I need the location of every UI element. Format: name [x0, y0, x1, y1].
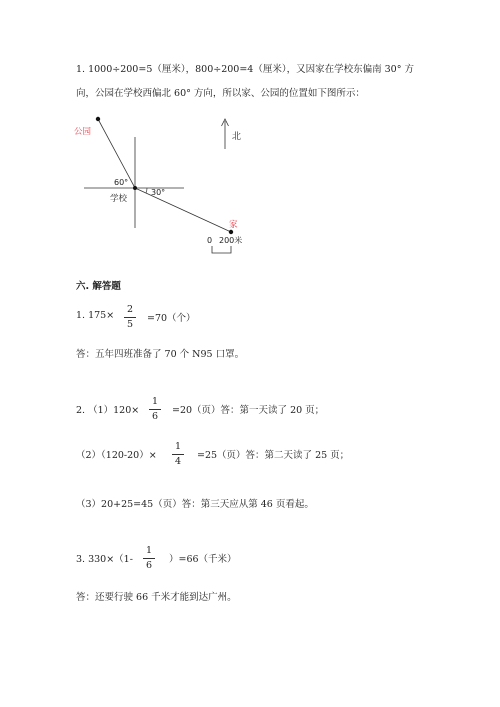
park-point [96, 117, 100, 121]
p3-fraction [143, 545, 155, 572]
p3-expr-pre: 3. 330×（1- [76, 554, 133, 565]
fraction-bar [124, 317, 136, 318]
p2-part2-post: =25（页）答：第二天读了 25 页； [197, 450, 350, 461]
scale-label: 200米 [219, 236, 243, 245]
q1-line2: 向，公园在学校西偏北 60° 方向，所以家、公园的位置如下图所示： [76, 88, 365, 99]
home-label: 家 [229, 220, 238, 230]
p1-expr-post: =70（个） [147, 313, 196, 324]
angle-label-60: 60° [114, 178, 129, 187]
p2-part3: （3）20+25=45（页）答：第三天应从第 46 页看起。 [76, 499, 314, 510]
p2-part1-fraction [149, 396, 161, 423]
p1-fraction [124, 304, 136, 331]
north-label: 北 [232, 132, 242, 142]
fraction-bar [172, 454, 184, 455]
scale-zero-label: 0 [207, 236, 213, 245]
p1-frac-num: 2 [126, 304, 134, 315]
direction-diagram [0, 105, 500, 265]
angle-label-30: 30° [151, 188, 166, 197]
p1-answer: 答：五年四班准备了 70 个 N95 口罩。 [76, 349, 245, 360]
fraction-bar [143, 558, 155, 559]
home-point [229, 230, 233, 234]
q1-line1: 1. 1000÷200=5（厘米），800÷200=4（厘米），又因家在学校东偏南 30° 方 [76, 64, 414, 75]
fraction-bar [149, 409, 161, 410]
p2-part1-den: 6 [151, 411, 159, 422]
p2-part2-fraction [172, 441, 184, 468]
p2-part2-den: 4 [174, 456, 182, 467]
p3-frac-num: 1 [145, 545, 153, 556]
angle-arc-30 [146, 188, 147, 193]
p1-frac-den: 5 [126, 319, 134, 330]
school-label: 学校 [110, 194, 128, 204]
home-line [135, 188, 231, 232]
p3-expr-post: ）=66（千米） [169, 554, 237, 565]
p2-part1-pre: 2. （1）120× [76, 405, 140, 416]
p2-part2-pre: （2）（120-20）× [76, 450, 157, 461]
p3-answer: 答：还要行驶 66 千米才能到达广州。 [76, 592, 237, 603]
park-label: 公园 [74, 127, 92, 137]
section-title: 六. 解答题 [76, 281, 121, 292]
p2-part1-num: 1 [151, 396, 159, 407]
p1-expr-pre: 1. 175× [76, 310, 115, 321]
p2-part2-num: 1 [174, 441, 182, 452]
p2-part1-post: =20（页）答：第一天读了 20 页； [172, 405, 325, 416]
school-point [133, 186, 137, 190]
p3-frac-den: 6 [145, 560, 153, 571]
scale-bar [212, 246, 231, 253]
